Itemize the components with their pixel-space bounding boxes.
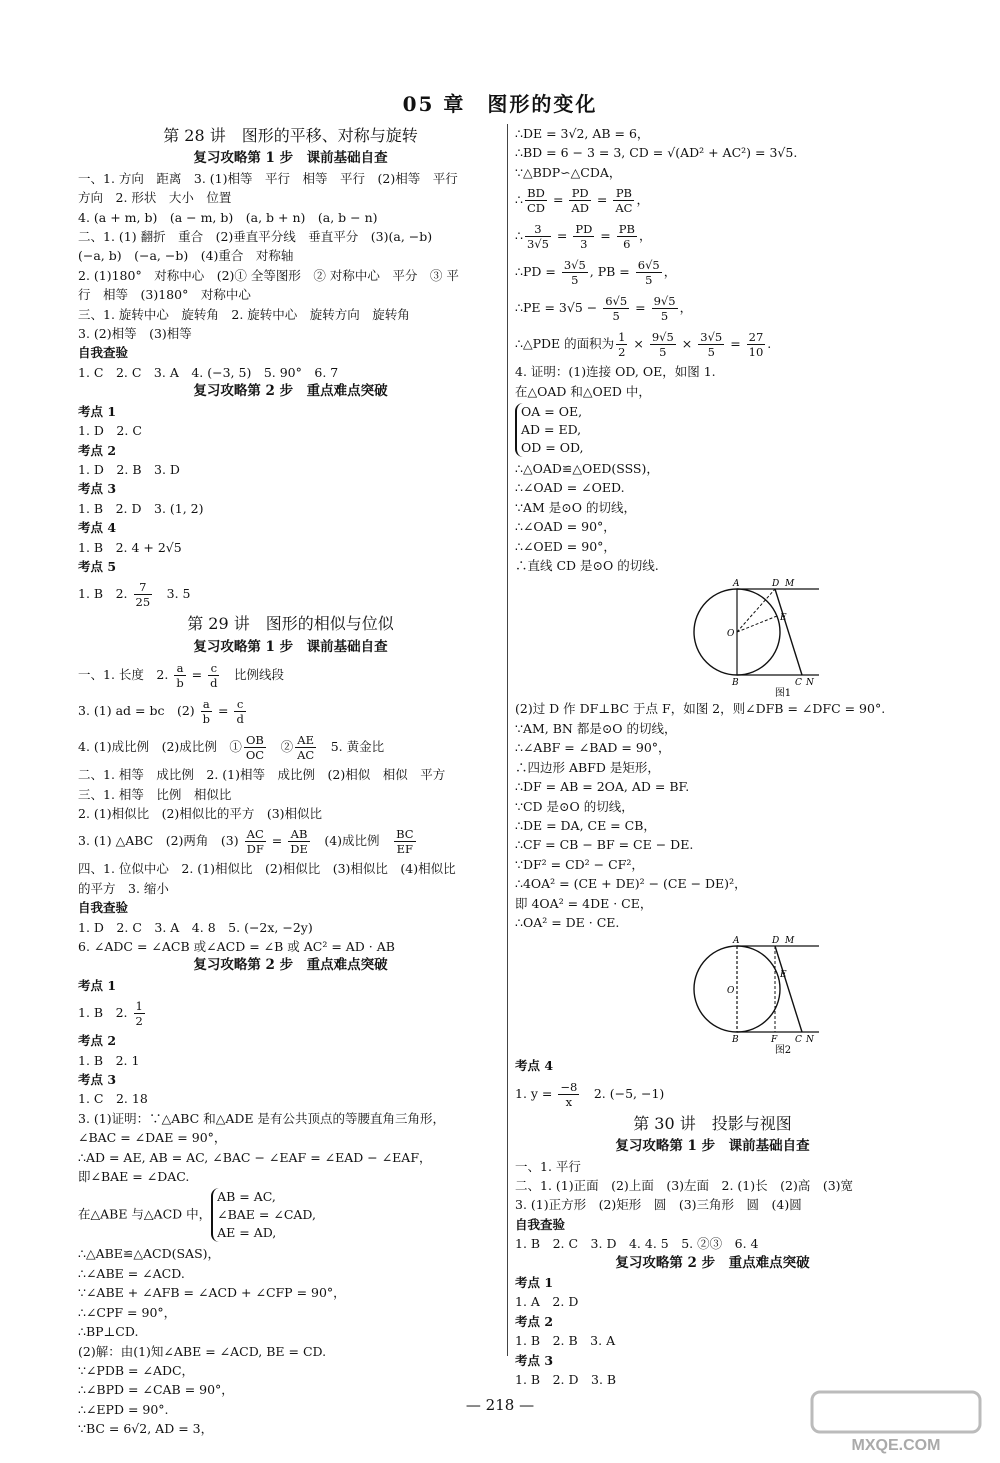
text-run: × [629,336,648,352]
formula-line [78,693,503,729]
numerator: 7 [134,580,153,595]
text-line: ∠BAC = ∠DAE = 90°， [78,1130,227,1146]
numerator: 1 [135,999,143,1014]
text-run: ∴PE = 3√5 − [515,300,602,316]
text-run: = [214,703,233,719]
text-run: 2. (−5, −1) [581,1085,665,1101]
denominator: 5 [645,273,653,288]
text-line: ∴直线 CD 是⊙O 的切线. [515,558,659,574]
segment-OD [737,589,775,632]
text-line: 一、1. 方向 距离 3. (1)相等 平行 相等 平行 (2)相等 平行 [78,170,458,186]
formula-line [78,729,503,765]
fraction [747,330,766,359]
text-line: 4. (a + m, b) (a − m, b) (a, b + n) (a, b − n) [78,209,378,225]
denominator: 2 [618,345,626,360]
text-line: 二、1. (1)正面 (2)上面 (3)左面 2. (1)长 (2)高 (3)宽 [515,1177,854,1193]
denominator: 6 [623,237,631,252]
denominator: b [176,676,184,691]
text-run: 4. (1)成比例 (2)成比例 ① [78,739,242,755]
denominator: CD [526,201,545,216]
tangent-CD [775,589,802,675]
geometry-figure-1 [679,579,829,697]
numerator: 3√5 [563,258,586,273]
text-run: 1. B 2. [78,586,132,602]
numerator: 6√5 [605,294,628,309]
denominator: 5 [707,345,715,360]
fraction [394,827,415,856]
text-line: 3. (1)正方形 (2)矩形 圆 (3)三角形 圆 (4)圆 [515,1197,802,1213]
subheading: 考点 2 [78,442,117,458]
figure-caption: 图1 [774,688,792,698]
text-run: = [548,192,568,208]
denominator: 2 [135,1014,143,1029]
text-line: 三、1. 相等 比例 相似比 [78,786,232,802]
subheading: 考点 3 [515,1352,554,1368]
fraction [174,661,185,690]
text-line: 3. (1)证明：∵△ABC 和△ADE 是有公共顶点的等腰直角三角形， [78,1110,445,1126]
formula-line [78,823,503,859]
text-line: 方向 2. 形状 大小 位置 [78,190,232,206]
subheading: 考点 4 [78,520,117,536]
watermark-text: MXQE.COM [851,1437,941,1454]
section-heading: 复习攻略第 2 步 重点难点突破 [615,1254,810,1271]
text-line: ∴AD = AE, AB = AC, ∠BAC − ∠EAF = ∠EAD − ∠EAF， [78,1149,432,1165]
section-heading: 复习攻略第 2 步 重点难点突破 [193,383,388,400]
fraction [288,827,310,856]
text-line: ∵BC = 6√2, AD = 3， [78,1421,214,1437]
text-line: 1. B 2. B 3. A [515,1333,616,1349]
denominator: 5 [659,345,667,360]
text-run: ② [268,739,294,755]
formula-line [515,254,910,290]
text-line: ∴∠ABE = ∠ACD. [78,1265,185,1281]
text-run: ， [638,228,652,244]
denominator: 3√5 [526,237,549,252]
text-line: 1. D 2. C [78,423,142,439]
fraction [652,294,678,323]
text-run: 1. B 2. [78,1005,132,1021]
fraction [234,697,245,726]
equation-line: AD = ED, [521,422,582,438]
text-run: ∴ [515,192,523,208]
text-run: = [552,228,572,244]
text-run: (4)成比例 [311,833,393,849]
numerator: 9√5 [651,330,674,345]
subheading: 考点 3 [78,1072,117,1088]
numerator: PB [613,186,634,201]
lecture-title: 第 29 讲 图形的相似与位似 [187,614,394,634]
fraction [573,222,594,251]
fraction [603,294,629,323]
text-line: 四、1. 位似中心 2. (1)相似比 (2)相似比 (3)相似比 (4)相似比 [78,861,456,877]
denominator: 5 [660,309,669,324]
text-run: ， [663,264,677,280]
text-line: ∴CF = CB − BF = CE − DE. [515,837,694,853]
point-label-E: E [780,613,787,624]
numerator: BC [396,827,414,842]
formula-line [78,576,503,612]
text-run: ∴PD = [515,264,560,280]
fraction [617,222,637,251]
text-line: 2. (1)相似比 (2)相似比的平方 (3)相似比 [78,805,323,821]
text-line: 1. B 2. D 3. (1, 2) [78,500,204,516]
section-heading: 复习攻略第 1 步 课前基础自查 [193,150,388,167]
subheading: 自我查验 [78,345,129,361]
point-label-B: B [732,1035,739,1046]
fraction [245,827,266,856]
text-line: 二、1. (1) 翻折 重合 (2)垂直平分线 垂直平分 (3)(a, −b) [78,229,433,245]
denominator: DE [290,842,308,857]
text-line: ∵AM, BN 都是⊙O 的切线， [515,720,677,736]
text-line: ∵△BDP∽△CDA， [515,164,622,180]
section-heading: 复习攻略第 1 步 课前基础自查 [615,1138,810,1155]
numerator: AC [245,827,266,842]
text-run: ∴ [515,228,523,244]
text-line: 1. C 2. 18 [78,1091,148,1107]
system-of-equations [78,1188,503,1242]
text-line: 2. (1)180° 对称中心 (2)① 全等图形 ② 对称中心 平分 ③ 平 [78,267,459,283]
formula-line [78,995,503,1031]
fraction [295,733,316,762]
subheading: 考点 2 [515,1313,554,1329]
text-line: ∵AM 是⊙O 的切线， [515,499,636,515]
fraction [562,258,588,287]
text-line: ∴∠OED = 90°， [515,538,616,554]
denominator: OC [245,748,265,763]
text-run: 3. (1) △ABC (2)两角 (3) [78,833,243,849]
denominator: 5 [612,309,620,324]
denominator: AC [297,748,315,763]
text-line: 1. B 2. D 3. B [515,1372,617,1388]
numerator: 9√5 [653,294,676,309]
fraction [650,330,676,359]
denominator: DF [246,842,264,857]
text-line: 4. 证明：(1)连接 OD, OE，如图 1. [515,364,716,380]
text-line: 即 4OA² = 4DE · CE， [515,895,653,911]
numerator: PD [575,222,593,237]
text-line: ∴∠OAD = 90°， [515,519,616,535]
subheading: 考点 1 [78,977,117,993]
subheading: 考点 4 [515,1058,554,1074]
text-line: (2)过 D 作 DF⊥BC 于点 F，如图 2，则∠DFB = ∠DFC = 90°. [515,701,886,717]
fraction [525,186,547,215]
formula-line [515,182,910,218]
point-label-O: O [727,986,735,997]
text-line: 行 相等 (3)180° 对称中心 [78,287,251,303]
text-run: ， [636,192,649,208]
text-run: = [596,228,615,244]
brace-group [211,1188,316,1242]
subheading: 自我查验 [515,1216,566,1232]
fraction [244,733,266,762]
watermark-logo [806,1386,986,1456]
denominator: 3 [580,237,588,252]
fraction [698,330,724,359]
point-label-B: B [732,678,739,689]
tangent-CD [775,946,802,1032]
brace-group [515,403,584,457]
point-label-M: M [785,579,795,590]
text-run: , PB = [589,264,634,280]
text-run: = [592,192,612,208]
denominator: 10 [748,345,764,360]
text-line: ∴四边形 ABFD 是矩形， [515,759,660,775]
geometry-figure-2 [679,936,829,1054]
subheading: 自我查验 [78,900,129,916]
numerator: AE [295,733,316,748]
denominator: AC [615,201,633,216]
point-label-A: A [733,579,740,590]
text-run: = [631,300,650,316]
figure-caption: 图2 [774,1045,792,1055]
text-line: ∴OA² = DE · CE. [515,914,620,930]
point-label-A: A [733,936,740,947]
numerator: OB [244,733,266,748]
left-column [78,124,503,1439]
text-line: ∵DF² = CD² − CF²， [515,856,644,872]
text-run: 1. y = [515,1085,557,1101]
point-label-M: M [785,936,795,947]
text-run: = [726,336,745,352]
denominator: AD [571,201,589,216]
text-line: 1. B 2. 1 [78,1052,140,1068]
text-run: 一、1. 长度 2. [78,667,173,683]
section-heading: 复习攻略第 1 步 课前基础自查 [193,638,388,655]
text-line: 三、1. 旋转中心 旋转角 2. 旋转中心 旋转方向 旋转角 [78,306,410,322]
denominator: x [565,1094,573,1109]
text-line: (−a, b) (−a, −b) (4)重合 对称轴 [78,248,294,264]
formula-line [515,218,910,254]
formula-line [515,290,910,326]
system-of-equations [515,403,910,457]
point-label-E: E [780,970,787,981]
denominator: b [202,712,211,727]
text-line: 即∠BAE = ∠DAC. [78,1169,190,1185]
numerator: a [174,661,185,676]
numerator: BD [525,186,547,201]
text-line: ∵∠PDB = ∠ADC， [78,1362,195,1378]
text-run: 在△ABE 与△ACD 中， [78,1206,212,1222]
subheading: 考点 1 [78,403,117,419]
denominator: EF [396,842,413,857]
lecture-title: 第 28 讲 图形的平移、对称与旋转 [163,126,418,145]
point-label-O: O [727,629,735,640]
text-line: ∴△OAD≌△OED(SSS)， [515,461,659,477]
text-line: ∴∠CPF = 90°， [78,1304,177,1320]
text-line: (2)解：由(1)知∠ABE = ∠ACD, BE = CD. [78,1343,327,1359]
text-run: . [767,336,772,352]
point-label-F: F [771,1035,778,1046]
subheading: 考点 2 [78,1033,117,1049]
equation-line: OD = OD, [521,440,584,456]
fraction [616,330,627,359]
point-label-D: D [772,936,780,947]
text-line: 二、1. 相等 成比例 2. (1)相等 成比例 (2)相似 相似 平方 [78,767,446,783]
text-line: ∴∠ABF = ∠BAD = 90°， [515,740,671,756]
text-line: 1. C 2. C 3. A 4. (−3, 5) 5. 90° 6. 7 [78,364,339,380]
text-run: ， [679,300,693,316]
fraction [208,661,219,690]
numerator: 6√5 [637,258,660,273]
equation-line: ∠BAE = ∠CAD, [217,1207,316,1223]
numerator: PB [618,222,635,237]
formula-line [515,326,910,362]
text-line: 1. D 2. B 3. D [78,461,180,477]
chapter-title: 05 章 图形的变化 [402,92,598,116]
text-line: 1. A 2. D [515,1294,579,1310]
fraction [613,186,634,215]
text-run: = [267,833,287,849]
numerator: 1 [618,330,626,345]
text-line: ∴BD = 6 − 3 = 3, CD = √(AD² + AC²) = 3√5. [515,145,798,161]
text-line: 在△OAD 和△OED 中， [515,383,651,399]
text-line: 1. B 2. C 3. D 4. 4. 5 5. ②③ 6. 4 [515,1236,759,1252]
text-run: 3. (1) ad = bc (2) [78,703,199,719]
point-label-N: N [806,678,814,689]
text-line: ∴∠BPD = ∠CAB = 90°， [78,1382,234,1398]
right-column [515,124,910,1389]
fraction [558,1080,579,1109]
text-line: 6. ∠ADC = ∠ACB 或∠ACD = ∠B 或 AC² = AD · AB [78,939,395,954]
text-line: 1. D 2. C 3. A 4. 8 5. (−2x, −2y) [78,919,313,935]
numerator: PD [569,186,591,201]
column-divider [507,124,508,1356]
segment-OE [737,616,777,632]
fraction [636,258,662,287]
point-label-C: C [795,678,802,689]
equation-line: OA = OE, [521,404,583,420]
text-line: ∴DF = AB = 2OA, AD = BF. [515,779,690,795]
subheading: 考点 1 [515,1275,554,1290]
fraction [569,186,591,215]
text-run: 3. 5 [154,586,191,602]
numerator: AB [288,827,310,842]
formula-line [78,657,503,693]
page-number: — 218 — [465,1396,535,1414]
text-line: ∵CD 是⊙O 的切线， [515,798,634,814]
fraction [201,697,212,726]
text-line: ∴DE = DA, CE = CB， [515,817,656,833]
text-run: × [677,336,697,352]
fraction [134,580,153,609]
denominator: 5 [571,273,579,288]
point-label-D: D [772,579,780,590]
numerator: −8 [560,1079,578,1094]
text-run: ∴△PDE 的面积为 [515,336,615,352]
numerator: c [234,697,245,712]
text-line: 1. B 2. 4 + 2√5 [78,539,182,555]
text-line: ∴∠OAD = ∠OED. [515,480,625,496]
point-label-N: N [806,1035,814,1046]
equation-line: AB = AC, [217,1189,276,1205]
numerator: 3√5 [700,330,723,345]
subheading: 考点 3 [78,481,117,497]
numerator: c [208,661,219,676]
subheading: 考点 5 [78,558,117,574]
text-line: ∴△ABE≌△ACD(SAS)， [78,1246,221,1262]
numerator: 27 [748,330,764,345]
text-line: ∵∠ABE + ∠AFB = ∠ACD + ∠CFP = 90°， [78,1285,346,1301]
text-line: ∴DE = 3√2, AB = 6， [515,126,650,141]
text-line: ∴BP⊥CD. [78,1324,139,1340]
text-run: 比例线段 [221,667,284,683]
equation-line: AE = AD, [217,1225,277,1241]
text-run: 5. 黄金比 [318,739,385,755]
numerator: a [201,697,212,712]
fraction [525,222,551,251]
numerator: 3 [525,222,551,237]
denominator: d [236,712,244,727]
fraction [134,999,145,1028]
text-line: 的平方 3. 缩小 [78,880,169,896]
text-line: 一、1. 平行 [515,1158,581,1174]
formula-line [515,1076,910,1112]
section-heading: 复习攻略第 2 步 重点难点突破 [193,957,388,974]
denominator: 25 [135,595,151,610]
text-line: ∴4OA² = (CE + DE)² − (CE − DE)²， [515,876,747,892]
text-line: 3. (2)相等 (3)相等 [78,326,192,342]
text-run: = [187,667,207,683]
text-line: ∴∠EPD = 90°. [78,1401,169,1417]
point-label-C: C [795,1035,802,1046]
denominator: d [210,676,218,691]
lecture-title: 第 30 讲 投影与视图 [633,1113,792,1133]
